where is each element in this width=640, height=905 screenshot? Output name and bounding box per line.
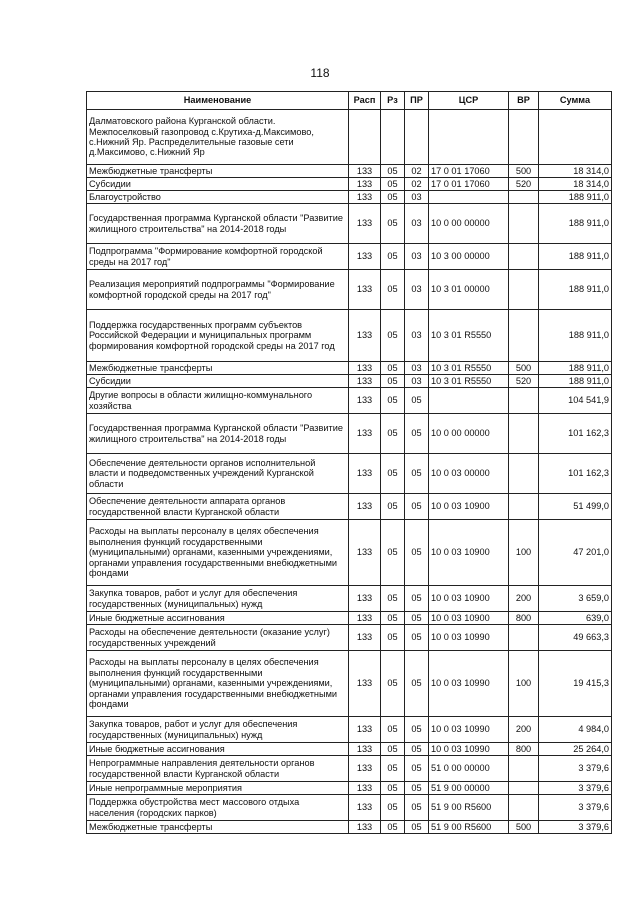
cell-rz: 05 [381,375,405,388]
cell-rz: 05 [381,310,405,362]
cell-csr: 10 3 01 R5550 [429,362,509,375]
table-row [87,244,612,270]
cell-name: Обеспечение деятельности аппарата органов государственной власти Курганской области [87,494,349,520]
table-row [87,717,612,743]
cell-rz: 05 [381,204,405,244]
cell-pr: 05 [405,782,429,795]
cell-rz: 05 [381,756,405,782]
cell-rz: 05 [381,244,405,270]
cell-pr: 03 [405,191,429,204]
cell-vr [509,270,539,310]
cell-csr: 10 0 03 10990 [429,743,509,756]
cell-sum: 188 911,0 [539,204,612,244]
cell-rz: 05 [381,782,405,795]
cell-pr: 03 [405,204,429,244]
cell-vr: 200 [509,586,539,612]
cell-rasp: 133 [349,270,381,310]
cell-rz: 05 [381,388,405,414]
cell-csr: 17 0 01 17060 [429,178,509,191]
cell-sum: 188 911,0 [539,270,612,310]
cell-rasp: 133 [349,178,381,191]
cell-sum: 18 314,0 [539,178,612,191]
cell-csr: 10 0 03 00000 [429,454,509,494]
cell-csr: 51 0 00 00000 [429,756,509,782]
cell-rz: 05 [381,165,405,178]
cell-csr: 10 0 03 10900 [429,612,509,625]
cell-rz [381,110,405,165]
cell-name: Межбюджетные трансферты [87,165,349,178]
cell-vr: 100 [509,651,539,717]
cell-sum: 3 379,6 [539,782,612,795]
cell-pr: 05 [405,625,429,651]
table-row [87,310,612,362]
table-row [87,110,612,165]
cell-vr: 500 [509,821,539,834]
cell-rz: 05 [381,270,405,310]
cell-csr [429,191,509,204]
cell-vr: 200 [509,717,539,743]
table-row [87,270,612,310]
cell-name: Благоустройство [87,191,349,204]
table-row [87,191,612,204]
cell-pr: 05 [405,756,429,782]
table-row [87,375,612,388]
cell-pr: 05 [405,454,429,494]
cell-name: Реализация мероприятий подпрограммы "Формирование комфортной городской среды на 2017 год" [87,270,349,310]
cell-csr [429,388,509,414]
cell-sum: 25 264,0 [539,743,612,756]
cell-rasp: 133 [349,821,381,834]
cell-sum: 101 162,3 [539,454,612,494]
cell-rasp: 133 [349,310,381,362]
cell-rasp: 133 [349,520,381,586]
cell-rasp: 133 [349,165,381,178]
cell-name: Государственная программа Курганской области "Развитие жилищного строительства" на 2014-2018 годы [87,204,349,244]
cell-pr: 05 [405,795,429,821]
cell-sum: 4 984,0 [539,717,612,743]
cell-vr [509,454,539,494]
cell-vr [509,310,539,362]
cell-vr [509,110,539,165]
cell-rasp: 133 [349,612,381,625]
cell-rasp: 133 [349,717,381,743]
cell-sum: 188 911,0 [539,310,612,362]
cell-csr: 10 3 01 00000 [429,270,509,310]
header-csr: ЦСР [429,92,509,110]
cell-name: Закупка товаров, работ и услуг для обеспечения государственных (муниципальных) нужд [87,586,349,612]
cell-rasp: 133 [349,375,381,388]
cell-csr: 10 0 03 10900 [429,520,509,586]
cell-vr: 800 [509,612,539,625]
cell-pr: 03 [405,270,429,310]
cell-rz: 05 [381,612,405,625]
cell-name: Государственная программа Курганской области "Развитие жилищного строительства" на 2014-2018 годы [87,414,349,454]
cell-rasp: 133 [349,756,381,782]
cell-name: Расходы на выплаты персоналу в целях обеспечения выполнения функций государственными (муниципальными) органами, казенными учреждениями, органами управления государственными внебюджетными фондами [87,520,349,586]
table-row [87,795,612,821]
cell-csr: 10 0 03 10900 [429,586,509,612]
cell-rz: 05 [381,717,405,743]
cell-csr: 51 9 00 00000 [429,782,509,795]
cell-vr [509,795,539,821]
table-body [87,110,612,834]
cell-rasp: 133 [349,586,381,612]
budget-table [86,91,612,834]
cell-rz: 05 [381,520,405,586]
cell-pr: 02 [405,178,429,191]
cell-vr [509,191,539,204]
table-row [87,743,612,756]
cell-name: Межбюджетные трансферты [87,362,349,375]
cell-pr: 05 [405,612,429,625]
cell-rasp: 133 [349,362,381,375]
cell-rz: 05 [381,494,405,520]
cell-pr: 03 [405,375,429,388]
table-row [87,388,612,414]
cell-name: Другие вопросы в области жилищно-коммунального хозяйства [87,388,349,414]
cell-name: Субсидии [87,375,349,388]
cell-pr: 05 [405,520,429,586]
cell-csr: 51 9 00 R5600 [429,821,509,834]
cell-sum: 188 911,0 [539,362,612,375]
cell-csr: 10 3 00 00000 [429,244,509,270]
table-row [87,362,612,375]
cell-name: Подпрограмма "Формирование комфортной городской среды на 2017 год" [87,244,349,270]
table-row [87,494,612,520]
cell-rz: 05 [381,821,405,834]
cell-rz: 05 [381,625,405,651]
cell-vr [509,414,539,454]
cell-vr [509,756,539,782]
table-row [87,178,612,191]
table-row [87,165,612,178]
cell-rz: 05 [381,191,405,204]
cell-sum: 47 201,0 [539,520,612,586]
header-row [87,92,612,110]
cell-rasp: 133 [349,494,381,520]
cell-csr: 10 3 01 R5550 [429,375,509,388]
cell-name: Иные бюджетные ассигнования [87,743,349,756]
cell-vr [509,494,539,520]
table-row [87,782,612,795]
cell-csr: 10 0 00 00000 [429,414,509,454]
cell-csr: 51 9 00 R5600 [429,795,509,821]
table-row [87,651,612,717]
header-rasp: Расп [349,92,381,110]
header-rz: Рз [381,92,405,110]
cell-sum: 101 162,3 [539,414,612,454]
cell-sum: 188 911,0 [539,375,612,388]
cell-rz: 05 [381,454,405,494]
cell-csr: 10 0 03 10990 [429,651,509,717]
cell-csr: 10 0 03 10990 [429,625,509,651]
cell-sum: 51 499,0 [539,494,612,520]
cell-sum: 19 415,3 [539,651,612,717]
cell-csr: 10 0 03 10900 [429,494,509,520]
cell-vr [509,625,539,651]
cell-pr: 05 [405,586,429,612]
cell-vr: 800 [509,743,539,756]
cell-rasp: 133 [349,454,381,494]
cell-vr [509,244,539,270]
cell-name: Иные бюджетные ассигнования [87,612,349,625]
cell-sum: 188 911,0 [539,244,612,270]
cell-pr: 05 [405,494,429,520]
cell-pr: 02 [405,165,429,178]
cell-sum: 3 379,6 [539,756,612,782]
header-pr: ПР [405,92,429,110]
cell-sum: 3 379,6 [539,821,612,834]
cell-pr: 05 [405,651,429,717]
header-name: Наименование [87,92,349,110]
cell-vr [509,782,539,795]
cell-name: Поддержка обустройства мест массового отдыха населения (городских парков) [87,795,349,821]
cell-rz: 05 [381,743,405,756]
cell-sum: 188 911,0 [539,191,612,204]
cell-pr: 05 [405,821,429,834]
cell-name: Субсидии [87,178,349,191]
cell-rasp: 133 [349,625,381,651]
cell-rasp: 133 [349,414,381,454]
cell-csr: 10 0 00 00000 [429,204,509,244]
cell-name: Закупка товаров, работ и услуг для обеспечения государственных (муниципальных) нужд [87,717,349,743]
cell-sum: 3 659,0 [539,586,612,612]
cell-sum: 18 314,0 [539,165,612,178]
cell-rasp: 133 [349,204,381,244]
cell-rasp: 133 [349,743,381,756]
table-row [87,414,612,454]
cell-name: Иные непрограммные мероприятия [87,782,349,795]
cell-sum [539,110,612,165]
cell-vr: 500 [509,165,539,178]
cell-csr: 17 0 01 17060 [429,165,509,178]
cell-rasp: 133 [349,388,381,414]
cell-pr [405,110,429,165]
cell-pr: 03 [405,362,429,375]
cell-rasp: 133 [349,782,381,795]
cell-pr: 03 [405,244,429,270]
cell-pr: 03 [405,310,429,362]
cell-sum: 104 541,9 [539,388,612,414]
cell-rz: 05 [381,414,405,454]
cell-name: Расходы на выплаты персоналу в целях обеспечения выполнения функций государственными (муниципальными) органами, казенными учреждениями, органами управления государственными внебюджетными фондами [87,651,349,717]
cell-pr: 05 [405,388,429,414]
cell-rasp [349,110,381,165]
cell-vr: 500 [509,362,539,375]
cell-sum: 49 663,3 [539,625,612,651]
cell-sum: 3 379,6 [539,795,612,821]
table-row [87,586,612,612]
cell-vr: 520 [509,178,539,191]
cell-vr [509,388,539,414]
cell-pr: 05 [405,743,429,756]
page-number: 118 [310,66,330,80]
table-row [87,520,612,586]
cell-rasp: 133 [349,795,381,821]
cell-name: Обеспечение деятельности органов исполнительной власти и подведомственных учреждений Курганской области [87,454,349,494]
cell-csr [429,110,509,165]
cell-pr: 05 [405,717,429,743]
table-row [87,454,612,494]
cell-vr: 520 [509,375,539,388]
cell-pr: 05 [405,414,429,454]
cell-rz: 05 [381,362,405,375]
cell-rz: 05 [381,651,405,717]
cell-rz: 05 [381,795,405,821]
cell-sum: 639,0 [539,612,612,625]
header-sum: Сумма [539,92,612,110]
cell-name: Далматовского района Курганской области. Межпоселковый газопровод с.Крутиха-д.Максимово, с.Нижний Яр. Распределительные газовые сети д.Максимово, с.Нижний Яр [87,110,349,165]
cell-csr: 10 3 01 R5550 [429,310,509,362]
cell-rz: 05 [381,586,405,612]
header-vr: ВР [509,92,539,110]
cell-name: Расходы на обеспечение деятельности (оказание услуг) государственных учреждений [87,625,349,651]
cell-name: Непрограммные направления деятельности органов государственной власти Курганской области [87,756,349,782]
table-row [87,204,612,244]
cell-vr [509,204,539,244]
table-row [87,821,612,834]
cell-rasp: 133 [349,244,381,270]
cell-name: Поддержка государственных программ субъектов Российской Федерации и муниципальных программ формирования комфортной городской среды на 2017 год [87,310,349,362]
cell-rasp: 133 [349,651,381,717]
table-row [87,625,612,651]
cell-name: Межбюджетные трансферты [87,821,349,834]
cell-rz: 05 [381,178,405,191]
cell-vr: 100 [509,520,539,586]
cell-rasp: 133 [349,191,381,204]
cell-csr: 10 0 03 10990 [429,717,509,743]
table-row [87,612,612,625]
table-row [87,756,612,782]
